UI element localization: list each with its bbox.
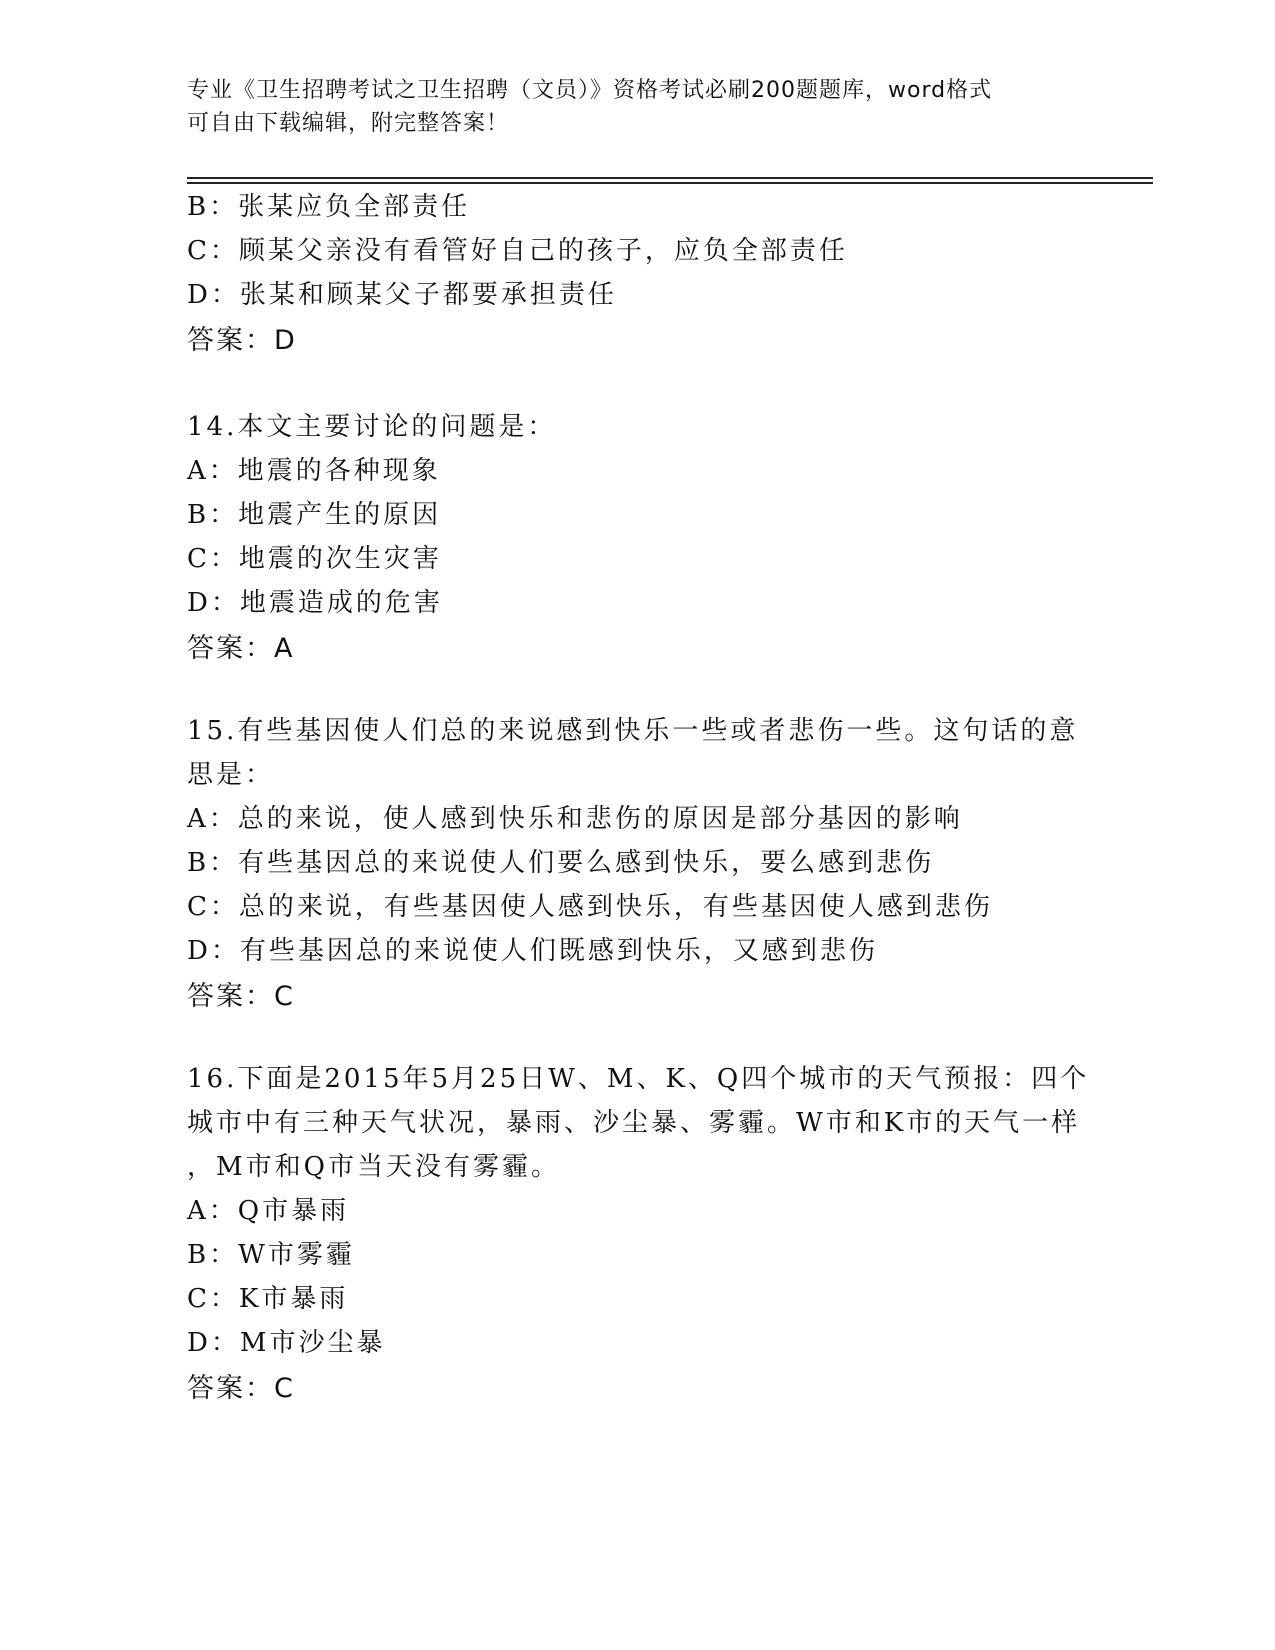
q16-stem-line-3: ，M市和Q市当天没有雾霾。 — [187, 1152, 560, 1182]
header-title-line-2: 可自由下载编辑，附完整答案！ — [187, 111, 510, 136]
q16-option-c: C：K市暴雨 — [187, 1284, 349, 1314]
q15-stem-line-1: 15.有些基因使人们总的来说感到快乐一些或者悲伤一些。这句话的意 — [187, 716, 1079, 746]
q16-option-b: B：W市雾霾 — [187, 1240, 355, 1270]
header-title-line-1: 专业《卫生招聘考试之卫生招聘（文员）》资格考试必刷200题题库，word格式 — [187, 78, 993, 103]
q14-stem: 14.本文主要讨论的问题是： — [187, 412, 557, 442]
q15-option-d: D：有些基因总的来说使人们既感到快乐，又感到悲伤 — [187, 936, 878, 966]
q13-option-c: C：顾某父亲没有看管好自己的孩子，应负全部责任 — [187, 236, 848, 266]
q14-option-c: C：地震的次生灾害 — [187, 544, 442, 574]
q15-option-a: A：总的来说，使人感到快乐和悲伤的原因是部分基因的影响 — [187, 804, 963, 834]
q15-stem-line-2: 思是： — [187, 760, 275, 790]
q13-option-b: B：张某应负全部责任 — [187, 192, 471, 222]
q16-stem-line-1: 16.下面是2015年5月25日W、M、K、Q四个城市的天气预报：四个 — [187, 1064, 1090, 1094]
header-divider-top — [187, 177, 1153, 179]
q14-option-d: D：地震造成的危害 — [187, 588, 443, 618]
q15-answer: 答案：C — [187, 981, 295, 1012]
q13-option-d: D：张某和顾某父子都要承担责任 — [187, 280, 617, 310]
header-divider-bottom — [187, 182, 1153, 184]
q13-answer: 答案：D — [187, 325, 297, 356]
q15-option-c: C：总的来说，有些基因使人感到快乐，有些基因使人感到悲伤 — [187, 892, 993, 922]
q15-option-b: B：有些基因总的来说使人们要么感到快乐，要么感到悲伤 — [187, 848, 935, 878]
document-header — [187, 74, 1087, 140]
q16-option-d: D：M市沙尘暴 — [187, 1328, 386, 1358]
q16-answer: 答案：C — [187, 1373, 295, 1404]
q14-option-a: A：地震的各种现象 — [187, 456, 441, 486]
q16-stem-line-2: 城市中有三种天气状况，暴雨、沙尘暴、雾霾。W市和K市的天气一样 — [187, 1108, 1081, 1138]
q14-option-b: B：地震产生的原因 — [187, 500, 442, 530]
q16-option-a: A：Q市暴雨 — [187, 1196, 350, 1226]
q14-answer: 答案：A — [187, 633, 295, 664]
